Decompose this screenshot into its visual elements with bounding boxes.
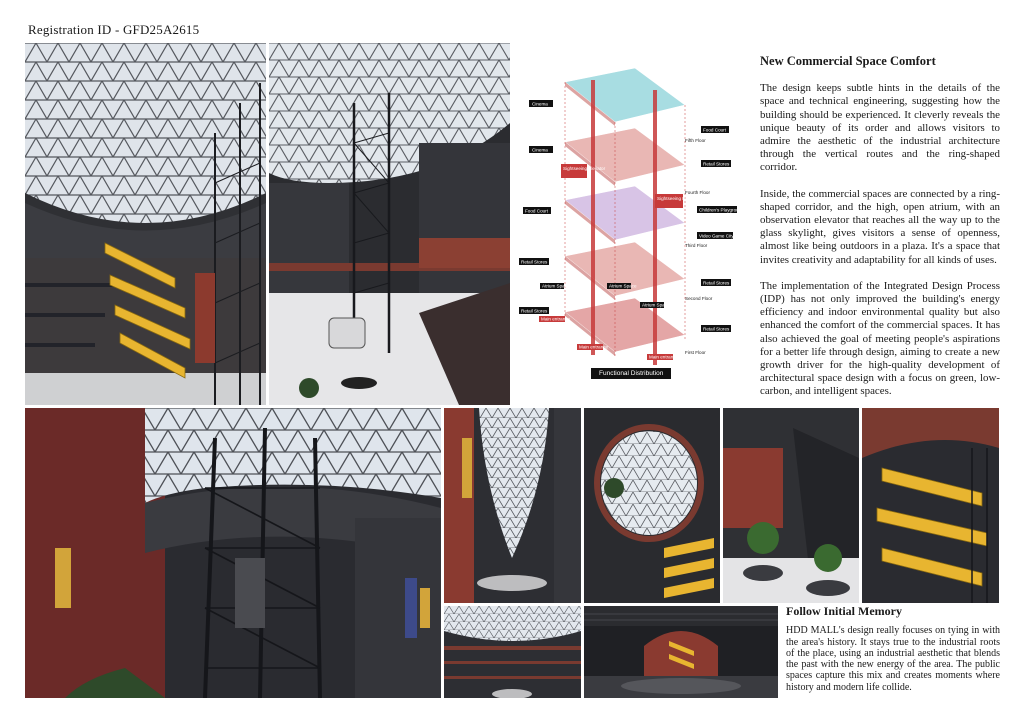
svg-text:Children's Playground: Children's Playground <box>699 207 744 213</box>
diagram-caption: Functional Distribution <box>591 368 671 379</box>
section-new-commercial-space <box>760 55 1000 412</box>
paragraph: The implementation of the Integrated Design Process (IDP) has not only improved the building's energy efficiency and indoor environmental quality but also enhanced the comfort of the commercial spaces. It has also achieved the goal of meeting people's aspirations for a better life through design, aiming to create a new growth driver for the high-quality development of architectural space design with a focus on green, low-carbon, and intelligent spaces. <box>760 279 1000 398</box>
svg-text:Food Court: Food Court <box>703 127 726 133</box>
photo-atrium-tower <box>269 43 510 405</box>
svg-text:Sightseeing Elevator: Sightseeing Elevator <box>563 166 606 171</box>
photo-ground-corridor <box>584 606 778 698</box>
functional-distribution-diagram <box>515 60 745 390</box>
svg-text:Fifth Floor: Fifth Floor <box>685 138 706 143</box>
paragraph: Inside, the commercial spaces are connected by a ring-shaped corridor, and the high, open atrium, with an observation elevator that reaches all the way up to the glass skylight, gives visitors a sense of openness, almost like being outdoors in a plaza. It's a space that invites creativity and adaptability for all kinds of uses. <box>760 187 1000 266</box>
svg-text:Atrium Space: Atrium Space <box>542 283 570 289</box>
paragraph: The design keeps subtle hints in the details of the space and technical engineering, suggesting how the building should be experienced. It cleverly reveals the unique beauty of its order and allows visitors to admire the aesthetic of the industrial architecture through the vertical routes and the ring-shaped corridor. <box>760 82 1000 174</box>
svg-text:Retail Stores: Retail Stores <box>521 308 548 314</box>
photo-steel-tower-upward <box>25 408 441 698</box>
photo-atrium-skylight-vertical <box>444 408 581 603</box>
svg-text:Retail Stores: Retail Stores <box>521 259 548 265</box>
svg-text:Food Court: Food Court <box>525 208 548 214</box>
svg-text:Cinema: Cinema <box>532 101 548 107</box>
svg-text:Main entrance: Main entrance <box>649 354 679 360</box>
svg-text:Second Floor: Second Floor <box>685 296 713 301</box>
photo-atrium-long-view <box>444 606 581 698</box>
svg-text:Sightseeing Elevator: Sightseeing Elevator <box>657 196 700 201</box>
photo-atrium-escalators <box>25 43 266 405</box>
svg-text:Cinema: Cinema <box>532 147 548 153</box>
svg-text:First Floor: First Floor <box>685 350 706 355</box>
section-title: Follow Initial Memory <box>786 604 902 618</box>
photo-yellow-escalators <box>862 408 999 603</box>
svg-text:Retail Stores: Retail Stores <box>703 326 730 332</box>
section-title: New Commercial Space Comfort <box>760 54 936 68</box>
svg-text:Fourth Floor: Fourth Floor <box>685 190 711 195</box>
paragraph: HDD MALL's design really focuses on tying in with the area's history. It stays true to the industrial roots of the place, using an industrial aesthetic that blends the past with the new energy of the area. The public spaces capture this mix and creates moments where history and modern life collide. <box>786 625 1000 693</box>
svg-text:Video Game City: Video Game City <box>699 233 734 239</box>
photo-planters <box>723 408 859 603</box>
svg-text:Retail Stores: Retail Stores <box>703 161 730 167</box>
section-follow-initial-memory <box>786 606 1000 693</box>
svg-text:Atrium Space: Atrium Space <box>642 302 670 308</box>
registration-id: Registration ID - GFD25A2615 <box>28 22 200 37</box>
svg-text:Atrium Space: Atrium Space <box>609 283 637 289</box>
svg-text:Third Floor: Third Floor <box>685 243 708 248</box>
svg-text:Retail Stores: Retail Stores <box>703 280 730 286</box>
svg-text:Main entrance: Main entrance <box>541 316 571 322</box>
svg-text:Main entrance: Main entrance <box>579 344 609 350</box>
photo-ring-skylight-palm <box>584 408 720 603</box>
